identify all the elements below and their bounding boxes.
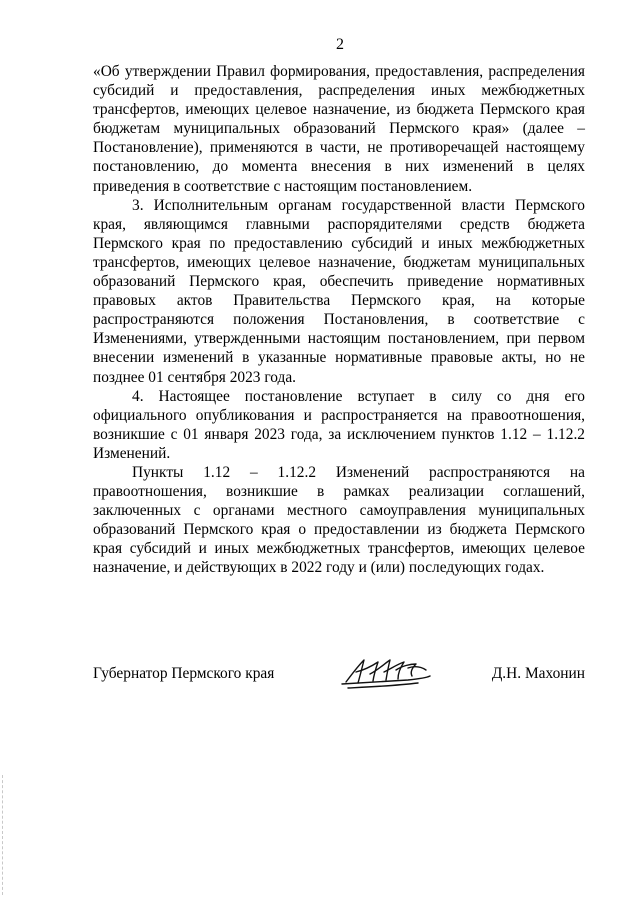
paragraph-item-4: 4. Настоящее постановление вступает в силу со дня его официального опубликования и распространяется на правоотношения, возникшие с 01 января 2023 года, за исключением пунктов 1.12 – 1.12.2 Изменений. bbox=[93, 387, 585, 462]
signatory-name: Д.Н. Махонин bbox=[491, 665, 585, 682]
document-body bbox=[93, 62, 585, 578]
signature-block bbox=[93, 662, 585, 692]
paragraph-exception-note: Пункты 1.12 – 1.12.2 Изменений распространяются на правоотношения, возникшие в рамках реализации соглашений, заключенных с органами местного самоуправления муниципальных образований Пермского края о предоставлении из бюджета Пермского края субсидий и иных межбюджетных трансфертов, имеющих целевое назначение, и действующих в 2022 году и (или) последующих годах. bbox=[93, 463, 585, 577]
paragraph-continuation: «Об утверждении Правил формирования, предоставления, распределения субсидий и предоставления, распределения иных межбюджетных трансфертов, имеющих целевое назначение, из бюджета Пермского края бюджетам муниципальных образований Пермского края» (далее – Постановление), применяются в части, не противоречащей настоящему постановлению, до момента внесения в них изменений в целях приведения в соответствие с настоящим постановлением. bbox=[93, 63, 585, 195]
paragraph-item-3: 3. Исполнительным органам государственной власти Пермского края, являющимся главными распорядителями средств бюджета Пермского края по предоставлению субсидий и иных межбюджетных трансфертов, имеющих целевое назначение, бюджетам муниципальных образований Пермского края, обеспечить приведение нормативных правовых актов Правительства Пермского края, на которые распространяются положения Постановления, в соответствие с Изменениями, утвержденными настоящим постановлением, при первом внесении изменений в указанные нормативные правовые акты, но не позднее 01 сентября 2023 года. bbox=[93, 196, 585, 386]
margin-mark bbox=[2, 775, 4, 895]
handwritten-signature bbox=[338, 652, 433, 692]
page-number: 2 bbox=[336, 36, 344, 53]
signatory-title: Губернатор Пермского края bbox=[93, 665, 275, 682]
